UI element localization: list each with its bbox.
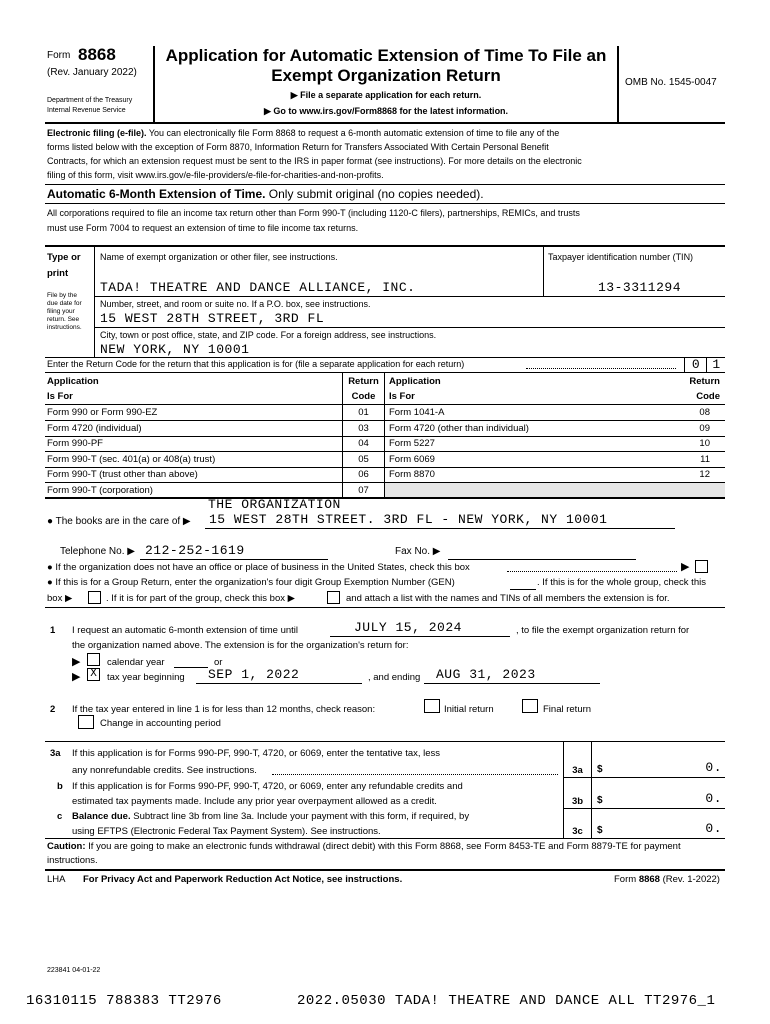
efile-line1: Electronic filing (e-file). You can electronically file Form 8868 to request a 6-month automatic extension of time to file any of the — [47, 128, 560, 138]
line-3a-text-2: any nonrefundable credits. See instructions. — [72, 765, 257, 776]
arrow-icon: ▶ — [72, 656, 81, 668]
no-us-office-text: ● If the organization does not have an office or place of business in the United States, check this box — [47, 562, 470, 573]
type-or-print-1: Type or — [47, 252, 81, 263]
table-header-ret-right-1: Return — [689, 376, 720, 387]
return-code-digit-1[interactable]: 0 — [684, 357, 707, 372]
bottom-left-id: 16310115 788383 TT2976 — [26, 993, 222, 1009]
street-field[interactable]: 15 WEST 28TH STREET, 3RD FL — [100, 311, 325, 326]
auto-extension-title: Automatic 6-Month Extension of Time. Only submit original (no copies needed). — [47, 187, 484, 201]
form-reference: Form 8868 (Rev. 1-2022) — [614, 874, 720, 885]
form-label: Form — [47, 50, 71, 61]
efile-line4: filing of this form, visit www.irs.gov/e-file-providers/e-file-for-charities-and-non-profits. — [47, 170, 384, 180]
tin-field[interactable]: 13-3311294 — [598, 280, 682, 295]
or-label: or — [214, 657, 223, 668]
final-return-checkbox[interactable] — [522, 699, 538, 713]
table-row: Form 8870 — [389, 469, 435, 480]
line-3b-number: b — [57, 781, 63, 792]
tax-year-checkbox[interactable]: X — [87, 668, 100, 681]
efile-line2: forms listed below with the exception of Form 8870, Information Return for Transfers Associated With Certain Personal Benefit — [47, 142, 549, 152]
calendar-year-label: calendar year — [107, 657, 165, 668]
arrow-icon: ▶ — [681, 561, 690, 573]
name-label: Name of exempt organization or other filer, see instructions. — [100, 252, 338, 262]
agency: Internal Revenue Service — [47, 107, 126, 114]
bottom-right-id: 2022.05030 TADA! THEATRE AND DANCE ALL TT2976_1 — [297, 993, 716, 1009]
form-title-line1: Application for Automatic Extension of Time To File an — [165, 46, 607, 65]
no-us-office-checkbox[interactable] — [695, 560, 708, 573]
telephone-label: Telephone No. ▶ — [60, 546, 135, 557]
extension-until-date[interactable]: JULY 15, 2024 — [354, 620, 462, 635]
table-row: Form 990-T (sec. 401(a) or 408(a) trust) — [47, 454, 216, 465]
privacy-notice: For Privacy Act and Paperwork Reduction Act Notice, see instructions. — [83, 874, 403, 885]
city-field[interactable]: NEW YORK, NY 10001 — [100, 342, 250, 357]
line-3c-number: c — [57, 811, 63, 822]
line-3c-box-label: 3c — [572, 826, 583, 837]
line-3b-text-1: If this application is for Forms 990-PF, 990-T, 4720, or 6069, enter any refundable credits and — [72, 781, 463, 792]
line-3c-dollar: $ — [597, 825, 603, 836]
table-row: Form 4720 (individual) — [47, 423, 142, 434]
ending-label: , and ending — [368, 672, 421, 683]
final-return-label: Final return — [543, 704, 592, 715]
table-row: 06 — [358, 469, 369, 480]
books-care-of-address[interactable]: 15 WEST 28TH STREET. 3RD FL - NEW YORK, NY 10001 — [209, 512, 608, 527]
form-subtitle-2: ▶ Go to www.irs.gov/Form8868 for the latest information. — [263, 106, 509, 116]
table-row: Form 6069 — [389, 454, 435, 465]
type-or-print-2: print — [47, 268, 69, 279]
line-3c-amount[interactable]: 0. — [705, 821, 722, 836]
auto-extension-line1: All corporations required to file an income tax return other than Form 990-T (including 1120-C filers), partnerships, REMICs, and trusts — [47, 208, 580, 218]
line-1-text-3: the organization named above. The extension is for the organization's return for: — [72, 640, 409, 651]
line-3a-box-label: 3a — [572, 765, 583, 776]
accounting-change-checkbox[interactable] — [78, 715, 94, 729]
line-3b-dollar: $ — [597, 795, 603, 806]
telephone-field[interactable]: 212-252-1619 — [145, 543, 245, 558]
auto-extension-line2: must use Form 7004 to request an extension of time to file income tax returns. — [47, 223, 359, 233]
line-2-number: 2 — [50, 704, 56, 715]
return-code-label: Enter the Return Code for the return that this application is for (file a separate application for each return) — [47, 359, 465, 369]
table-row: 03 — [358, 423, 369, 434]
table-row: 08 — [699, 407, 710, 418]
line-3a-dollar: $ — [597, 764, 603, 775]
initial-return-checkbox[interactable] — [424, 699, 440, 713]
line-1-text: I request an automatic 6-month extension of time until — [72, 625, 299, 636]
table-row: 10 — [699, 438, 710, 449]
part-group-label: . If it is for part of the group, check this box ▶ — [106, 593, 295, 604]
street-label: Number, street, and room or suite no. If a P.O. box, see instructions. — [100, 299, 371, 309]
table-row: Form 4720 (other than individual) — [389, 423, 529, 434]
caution-line-1: Caution: If you are going to make an electronic funds withdrawal (direct debit) with this Form 8868, see Form 8453-TE and Form 8879-TE for payment — [47, 841, 681, 852]
table-row: Form 5227 — [389, 438, 435, 449]
form-subtitle-1: ▶ File a separate application for each return. — [290, 90, 482, 100]
line-3a-number: 3a — [50, 748, 61, 759]
tax-year-end-field[interactable]: AUG 31, 2023 — [436, 667, 536, 682]
table-row: 12 — [699, 469, 710, 480]
table-header-app-right-1: Application — [389, 376, 441, 387]
table-header-app-left-2: Is For — [47, 391, 73, 402]
books-care-of-name[interactable]: THE ORGANIZATION — [208, 497, 341, 512]
tax-year-label: tax year beginning — [107, 672, 185, 683]
accounting-change-label: Change in accounting period — [100, 718, 221, 729]
initial-return-label: Initial return — [444, 704, 494, 715]
group-box-label: box ▶ — [47, 593, 73, 604]
table-row: 07 — [358, 485, 369, 496]
table-row: 04 — [358, 438, 369, 449]
table-row: Form 990-T (trust other than above) — [47, 469, 198, 480]
group-return-text: ● If this is for a Group Return, enter the organization's four digit Group Exemption Number (GEN) — [47, 577, 455, 588]
form-title-line2: Exempt Organization Return — [271, 66, 501, 85]
line-3c-text-2: using EFTPS (Electronic Federal Tax Payment System). See instructions. — [72, 826, 381, 837]
part-group-checkbox[interactable] — [327, 591, 340, 604]
line-3b-box-label: 3b — [571, 796, 584, 807]
table-header-app-left-1: Application — [47, 376, 99, 387]
form-revision: (Rev. January 2022) — [47, 67, 137, 78]
line-3c-text-1: Balance due. Subtract line 3b from line 3a. Include your payment with this form, if required, by — [72, 811, 470, 822]
table-header-ret-left-2: Code — [351, 391, 376, 402]
group-return-text-2: . If this is for the whole group, check this — [537, 577, 706, 588]
line-3b-amount[interactable]: 0. — [705, 791, 722, 806]
organization-name-field[interactable]: TADA! THEATRE AND DANCE ALLIANCE, INC. — [100, 280, 416, 295]
table-header-app-right-2: Is For — [389, 391, 415, 402]
line-1-number: 1 — [50, 625, 56, 636]
fax-label: Fax No. ▶ — [395, 546, 441, 557]
form-number: 8868 — [78, 45, 116, 64]
books-care-of-label: ● The books are in the care of ▶ — [47, 516, 191, 527]
department: Department of the Treasury — [47, 97, 133, 104]
omb-number: OMB No. 1545-0047 — [625, 77, 717, 88]
return-code-digit-2[interactable]: 1 — [706, 357, 726, 372]
line-2-text: If the tax year entered in line 1 is for less than 12 months, check reason: — [72, 704, 376, 715]
calendar-year-checkbox[interactable] — [87, 653, 100, 666]
arrow-icon: ▶ — [72, 671, 81, 683]
caution-line-2: instructions. — [47, 855, 98, 866]
part-group-note: and attach a list with the names and TINs of all members the extension is for. — [346, 593, 670, 604]
table-row: 09 — [699, 423, 710, 434]
whole-group-checkbox[interactable] — [88, 591, 101, 604]
table-row: Form 1041-A — [389, 407, 445, 418]
table-header-ret-left-1: Return — [348, 376, 379, 387]
table-row: Form 990 or Form 990-EZ — [47, 407, 158, 418]
tin-label: Taxpayer identification number (TIN) — [548, 252, 694, 262]
file-by-note: File by the due date for filing your return. See instructions. — [47, 292, 82, 331]
efile-line3: Contracts, for which an extension request must be sent to the IRS in paper format (see instructions). For more details on the electronic — [47, 156, 582, 166]
table-row: 11 — [700, 454, 710, 465]
table-row: Form 990-PF — [47, 438, 103, 449]
form-code: 223841 04-01-22 — [47, 967, 101, 974]
table-header-ret-right-2: Code — [696, 391, 720, 402]
table-row: 01 — [358, 407, 369, 418]
table-row: 05 — [358, 454, 369, 465]
lha-label: LHA — [47, 874, 66, 885]
tax-year-begin-field[interactable]: SEP 1, 2022 — [208, 667, 300, 682]
line-3b-text-2: estimated tax payments made. Include any prior year overpayment allowed as a credit. — [72, 796, 437, 807]
city-label: City, town or post office, state, and ZIP code. For a foreign address, see instructions. — [100, 330, 437, 340]
line-1-text-2: , to file the exempt organization return for — [516, 625, 690, 636]
table-row: Form 990-T (corporation) — [47, 485, 153, 496]
line-3a-amount[interactable]: 0. — [705, 760, 722, 775]
line-3a-text-1: If this application is for Forms 990-PF, 990-T, 4720, or 6069, enter the tentative tax, less — [72, 748, 441, 759]
